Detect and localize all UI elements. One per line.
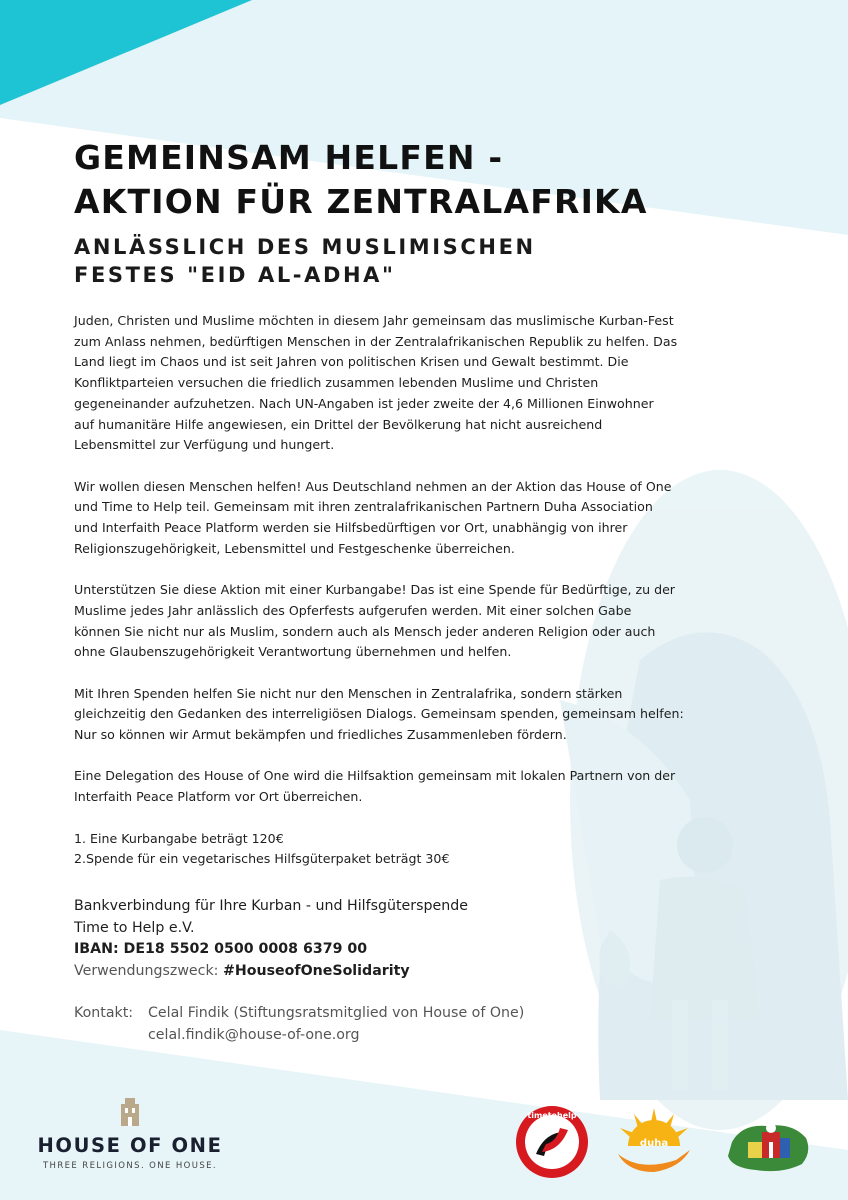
contact-block: [74, 1003, 524, 1046]
timetohelp-wordmark: timetohelp: [527, 1111, 577, 1120]
page-title: [74, 136, 648, 224]
bank-purpose: [74, 961, 468, 983]
price-list: [74, 829, 794, 870]
paragraph-3: Unterstützen Sie diese Aktion mit einer Kurbangabe! Das ist eine Spende für Bedürftige, zu der Muslime jedes Jahr anlässlich des Opferfests aufgerufen werden. Mit einer solchen Gabe können Sie nicht nur als Muslim, sondern auch als Mensch jeder anderen Religion oder auch ohne Glaubenszugehörigkeit Verantwortung übernehmen und helfen.: [74, 582, 675, 660]
duha-wordmark: duha: [639, 1138, 669, 1149]
house-of-one-building-icon: [119, 1098, 141, 1126]
list-item: 2.Spende für ein vegetarisches Hilfsgüterpaket beträgt 30€: [74, 851, 450, 867]
purpose-label: Verwendungszweck:: [74, 962, 223, 979]
bank-recipient: Time to Help e.V.: [74, 919, 195, 936]
title-line-1: GEMEINSAM HELFEN -: [74, 138, 504, 177]
contact-email[interactable]: celal.findik@house-of-one.org: [148, 1026, 360, 1043]
contact-name: Celal Findik (Stiftungsratsmitglied von House of One): [148, 1005, 525, 1021]
bank-iban: IBAN: DE18 5502 0500 0008 6379 00: [74, 941, 368, 958]
purpose-value: #HouseofOneSolidarity: [222, 962, 410, 979]
list-item: 1. Eine Kurbangabe beträgt 120€: [74, 830, 284, 846]
subtitle-line-1: ANLÄSSLICH DES MUSLIMISCHEN: [74, 235, 536, 259]
subtitle-line-2: FESTES "EID AL-ADHA": [74, 263, 396, 287]
paragraph-2: Wir wollen diesen Menschen helfen! Aus Deutschland nehmen an der Aktion das House of One und Time to Help teil. Gemeinsam mit ihren zentralafrikanischen Partnern Duha Association und Interfaith Peace Platform werden sie Hilfsbedürftigen vor Ort, unabhängig von ihrer Religionszugehörigkeit, Lebensmittel und Festgeschenke überreichen.: [74, 478, 672, 556]
house-of-one-logo: [30, 1098, 230, 1171]
duha-logo: [610, 1106, 698, 1178]
house-of-one-tagline: THREE RELIGIONS. ONE HOUSE.: [42, 1161, 218, 1171]
interfaith-peace-platform-logo: [722, 1112, 818, 1176]
paragraph-5: Eine Delegation des House of One wird die Hilfsaktion gemeinsam mit lokalen Partnern von der Interfaith Peace Platform vor Ort überreichen.: [74, 768, 676, 805]
page-subtitle: [74, 233, 536, 289]
house-of-one-name: HOUSE OF ONE: [37, 1134, 223, 1157]
timetohelp-logo: [514, 1104, 590, 1180]
body-text: [74, 311, 794, 870]
bank-heading: Bankverbindung für Ihre Kurban - und Hilfsgüterspende: [74, 898, 468, 914]
title-line-2: AKTION FÜR ZENTRALAFRIKA: [74, 182, 648, 221]
paragraph-4: Mit Ihren Spenden helfen Sie nicht nur den Menschen in Zentralafrika, sondern stärken gleichzeitig den Gedanken des interreligiösen Dialogs. Gemeinsam spenden, gemeinsam helfen: Nur so können wir Armut bekämpfen und friedliches Zusammenleben fördern.: [74, 685, 684, 743]
contact-label: Kontakt:: [74, 1005, 134, 1021]
bank-details: [74, 896, 468, 982]
paragraph-1: Juden, Christen und Muslime möchten in diesem Jahr gemeinsam das muslimische Kurban-Fest zum Anlass nehmen, bedürftigen Menschen in der Zentralafrikanischen Republik zu helfen. Das Land liegt im Chaos und ist seit Jahren von politischen Krisen und Gewalt bestimmt. Die Konfliktparteien versuchen die friedlich zusammen lebenden Muslime und Christen gegeneinander aufzuhetzen. Nach UN-Angaben ist jeder zweite der 4,6 Millionen Einwohner auf humanitäre Hilfe angewiesen, ein Drittel der Bevölkerung hat nicht ausreichend Lebensmittel zur Verfügung und hungert.: [74, 313, 678, 453]
